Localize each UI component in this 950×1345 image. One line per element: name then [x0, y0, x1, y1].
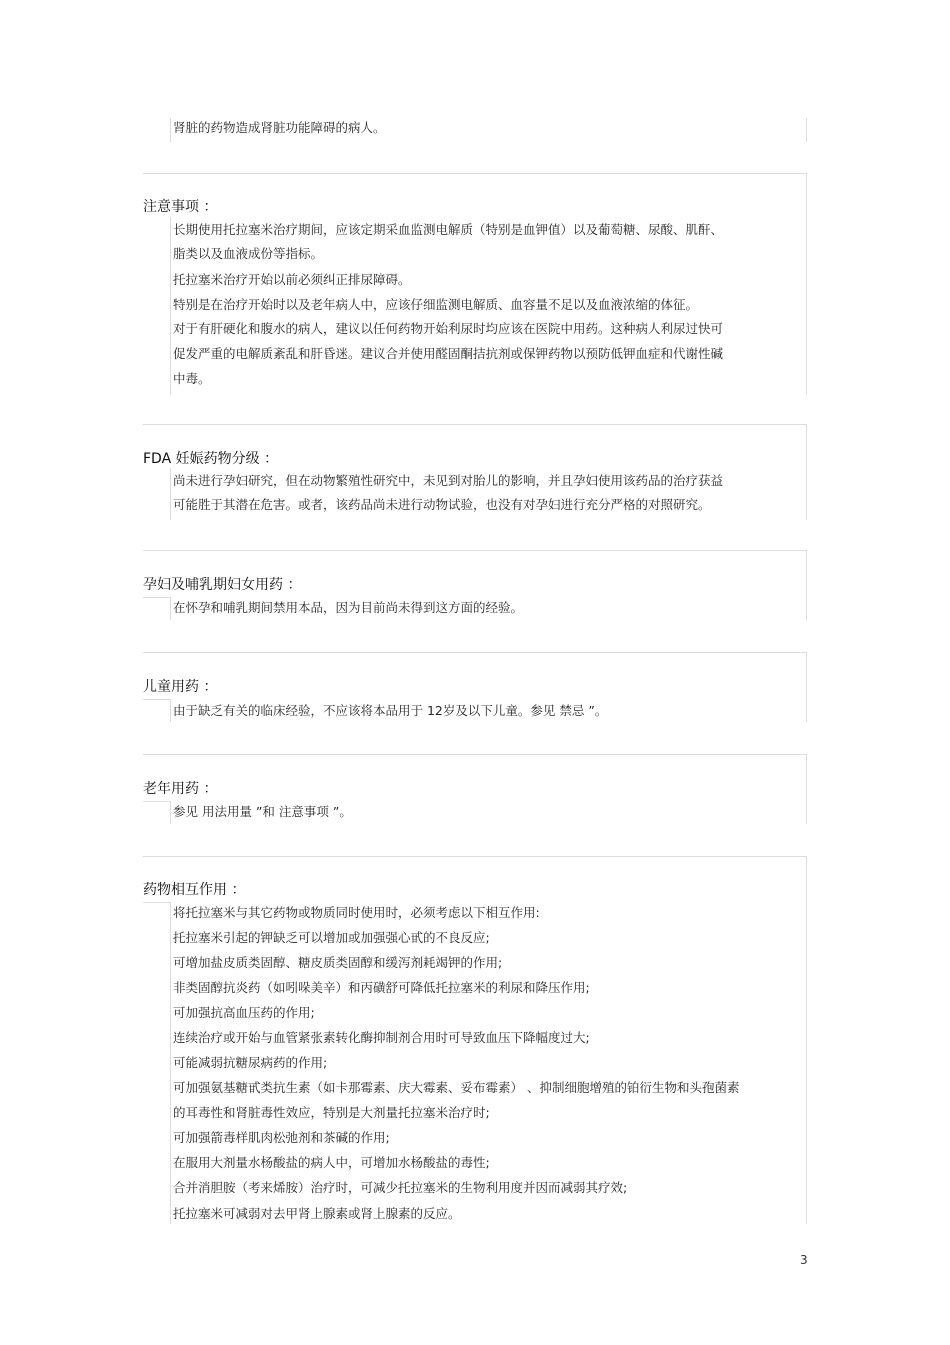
interactions-line: 的耳毒性和肾脏毒性效应，特别是大剂量托拉塞米治疗时;	[173, 1105, 490, 1120]
pregnancy-line: 在怀孕和哺乳期间禁用本品，因为目前尚未得到这方面的经验。	[173, 600, 524, 615]
elderly-heading: 老年用药 ：	[143, 781, 218, 797]
section-divider	[143, 902, 170, 903]
table-border	[806, 856, 807, 1224]
table-border	[170, 801, 171, 824]
interactions-line: 托拉塞米引起的钾缺乏可以增加或加强强心甙的不良反应;	[173, 930, 490, 945]
section-divider	[143, 652, 807, 653]
children-heading: 儿童用药 ：	[143, 679, 218, 695]
interactions-line: 可加强氨基糖甙类抗生素（如卡那霉素、庆大霉素、妥布霉素） 、抑制细胞增殖的铂衍生物和头孢菌素	[173, 1080, 740, 1095]
interactions-line: 可能减弱抗糖尿病药的作用;	[173, 1055, 328, 1070]
section-divider	[143, 597, 170, 598]
precautions-line: 对于有肝硬化和腹水的病人，建议以任何药物开始利尿时均应该在医院中用药。这种病人利尿过快可	[173, 321, 724, 336]
children-line: 由于缺乏有关的临床经验，不应该将本品用于 12岁及以下儿童。参见 禁忌 ”。	[173, 703, 608, 718]
precautions-line: 脂类以及血液成份等指标。	[173, 246, 324, 261]
table-border	[806, 652, 807, 722]
table-border	[170, 217, 171, 395]
interactions-line: 连续治疗或开始与血管紧张素转化酶抑制剂合用时可导致血压下降幅度过大;	[173, 1030, 590, 1045]
table-border	[806, 118, 807, 142]
precautions-heading: 注意事项 ：	[143, 199, 218, 215]
interactions-line: 可加强抗高血压药的作用;	[173, 1005, 315, 1020]
elderly-line: 参见 用法用量 ”和 注意事项 ”。	[173, 804, 352, 819]
interactions-line: 将托拉塞米与其它药物或物质同时使用时，必须考虑以下相互作用:	[173, 905, 540, 920]
section-divider	[143, 856, 807, 857]
interactions-line: 托拉塞米可减弱对去甲肾上腺素或肾上腺素的反应。	[173, 1206, 461, 1221]
precautions-line: 促发严重的电解质紊乱和肝昏迷。建议合并使用醛固酮拮抗剂或保钾药物以预防低钾血症和代谢性碱	[173, 346, 724, 361]
pregnancy-heading: 孕妇及哺乳期妇女用药 ：	[143, 577, 302, 593]
table-border	[170, 699, 171, 722]
table-border	[806, 173, 807, 395]
section-divider	[143, 550, 807, 551]
interactions-heading: 药物相互作用 ：	[143, 882, 246, 898]
precautions-line: 长期使用托拉塞米治疗期间，应该定期采血监测电解质（特别是血钾值）以及葡萄糖、尿酸、肌酐、	[173, 222, 724, 237]
table-border	[806, 754, 807, 824]
interactions-line: 在服用大剂量水杨酸盐的病人中，可增加水杨酸盐的毒性;	[173, 1155, 490, 1170]
table-border	[806, 424, 807, 520]
interactions-line: 可加强箭毒样肌肉松弛剂和茶碱的作用;	[173, 1130, 390, 1145]
fda-line: 可能胜于其潜在危害。或者，该药品尚未进行动物试验，也没有对孕妇进行充分严格的对照研究。	[173, 497, 711, 512]
intro-text: 肾脏的药物造成肾脏功能障碍的病人。	[173, 120, 386, 135]
table-border	[170, 468, 171, 520]
table-border	[170, 118, 171, 142]
section-divider	[143, 173, 807, 174]
section-divider	[143, 424, 807, 425]
section-divider	[143, 699, 170, 700]
table-border	[170, 902, 171, 1224]
interactions-line: 合并消胆胺（考来烯胺）治疗时，可减少托拉塞米的生物利用度并因而减弱其疗效;	[173, 1180, 628, 1195]
page-number: 3	[800, 1253, 808, 1267]
precautions-line: 特别是在治疗开始时以及老年病人中，应该仔细监测电解质、血容量不足以及血液浓缩的体征。	[173, 297, 699, 312]
fda-heading: FDA 妊娠药物分级 ：	[143, 451, 279, 467]
interactions-line: 可增加盐皮质类固醇、糖皮质类固醇和缓泻剂耗竭钾的作用;	[173, 955, 503, 970]
interactions-line: 非类固醇抗炎药（如吲哚美辛）和丙磺舒可降低托拉塞米的利尿和降压作用;	[173, 980, 590, 995]
section-divider	[143, 754, 807, 755]
precautions-line: 托拉塞米治疗开始以前必须纠正排尿障碍。	[173, 272, 411, 287]
table-border	[806, 550, 807, 620]
fda-line: 尚未进行孕妇研究，但在动物繁殖性研究中，未见到对胎儿的影响，并且孕妇使用该药品的治疗获益	[173, 473, 724, 488]
table-border	[170, 597, 171, 620]
section-divider	[143, 801, 170, 802]
precautions-line: 中毒。	[173, 371, 211, 386]
